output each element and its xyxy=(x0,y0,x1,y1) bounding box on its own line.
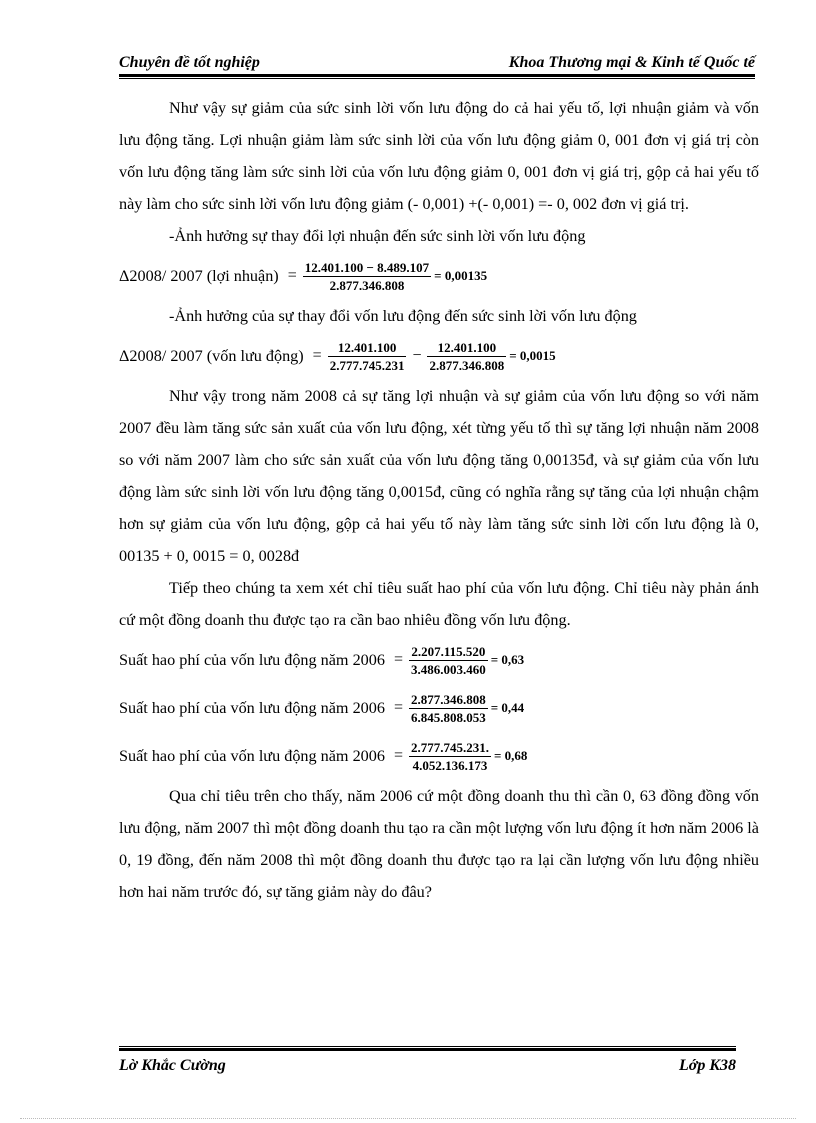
numerator: 12.401.100 xyxy=(437,339,497,355)
formula-label: Δ2008/ 2007 (lợi nhuận) xyxy=(119,266,279,285)
paragraph-6: Qua chỉ tiêu trên cho thấy, năm 2006 cứ một đồng doanh thu thì cần 0, 63 đồng đồng vốn lưu động, năm 2007 thì một đồng doanh thu tạo ra cần một lượng vốn lưu động ít hơn năm 2006 là 0, 19 đồng, đến năm 2008 thì một đồng doanh thu được tạo ra lại cần lượng vốn lưu động nhiều hơn hai năm trước đó, sự tăng giảm này do đâu? xyxy=(119,787,759,901)
denominator: 2.777.745.231 xyxy=(329,357,405,373)
fraction xyxy=(328,339,407,374)
ratio-result: = 0,68 xyxy=(493,748,528,763)
header-right-title: Khoa Thương mại & Kinh tế Quốc tế xyxy=(508,54,755,71)
formula-result: = 0,0015 xyxy=(509,348,556,363)
denominator: 2.877.346.808 xyxy=(329,277,405,293)
fraction xyxy=(409,691,488,726)
denominator: 6.845.808.053 xyxy=(410,709,486,725)
paragraph-5: Tiếp theo chúng ta xem xét chỉ tiêu suất hao phí của vốn lưu động. Chỉ tiêu này phản ánh cứ một đồng doanh thu được tạo ra cần bao nhiêu đồng vốn lưu động. xyxy=(119,579,759,629)
ratio-result: = 0,63 xyxy=(490,652,525,667)
page-footer xyxy=(119,1055,736,1077)
numerator: 12.401.100 xyxy=(337,339,397,355)
equals-sign: = xyxy=(393,747,403,764)
fraction xyxy=(303,259,431,294)
paragraph-3: -Ảnh hưởng của sự thay đổi vốn lưu động đến sức sinh lời vốn lưu động xyxy=(169,307,637,325)
formula-label: Δ2008/ 2007 (vốn lưu động) xyxy=(119,346,304,365)
ratio-formula xyxy=(119,684,759,732)
numerator: 12.401.100 − 8.489.107 xyxy=(304,259,430,275)
equals-sign: = xyxy=(312,347,322,364)
footer-rule xyxy=(119,1046,736,1051)
ratio-formula xyxy=(119,732,759,780)
formula-capital-effect xyxy=(119,332,759,380)
numerator: 2.777.745.231. xyxy=(410,739,489,755)
header-rule xyxy=(119,74,755,79)
fraction xyxy=(409,643,488,678)
denominator: 2.877.346.808 xyxy=(429,357,505,373)
footer-class: Lớp K38 xyxy=(678,1057,736,1074)
page-edge-divider xyxy=(20,1118,796,1119)
ratio-label: Suất hao phí của vốn lưu động năm 2006 xyxy=(119,650,385,669)
ratio-label: Suất hao phí của vốn lưu động năm 2006 xyxy=(119,746,385,765)
document-body xyxy=(119,92,759,908)
equals-sign: = xyxy=(393,699,403,716)
fraction xyxy=(427,339,506,374)
ratio-result: = 0,44 xyxy=(490,700,525,715)
ratio-formula xyxy=(119,636,759,684)
denominator: 3.486.003.460 xyxy=(410,661,486,677)
numerator: 2.207.115.520 xyxy=(411,643,486,659)
numerator: 2.877.346.808 xyxy=(410,691,486,707)
denominator: 4.052.136.173 xyxy=(412,757,488,773)
ratio-label: Suất hao phí của vốn lưu động năm 2006 xyxy=(119,698,385,717)
equals-sign: = xyxy=(287,267,297,284)
minus-sign: − xyxy=(412,347,422,364)
footer-author: Lờ Khắc Cường xyxy=(119,1057,226,1074)
equals-sign: = xyxy=(393,651,403,668)
formula-result: = 0,00135 xyxy=(434,268,488,283)
fraction xyxy=(409,739,491,774)
header-left-title: Chuyên đề tốt nghiệp xyxy=(119,54,260,71)
formula-profit-effect xyxy=(119,252,759,300)
paragraph-4: Như vậy trong năm 2008 cả sự tăng lợi nhuận và sự giảm của vốn lưu động so với năm 2007 đều làm tăng sức sản xuất của vốn lưu động, xét từng yếu tố thì sự tăng lợi nhuận năm 2008 so với năm 2007 làm cho sức sản xuất của vốn lưu động tăng 0,00135đ, và sự giảm của vốn lưu động làm sức sinh lời vốn lưu động tăng 0,0015đ, cũng có nghĩa rằng sự tăng của lợi nhuận chậm hơn sự giảm của vốn lưu động, gộp cả hai yếu tố này làm tăng sức sinh lời cốn lưu động là 0, 00135 + 0, 0015 = 0, 0028đ xyxy=(119,387,759,565)
page-header xyxy=(119,50,755,72)
paragraph-1: Như vậy sự giảm của sức sinh lời vốn lưu động do cả hai yếu tố, lợi nhuận giảm và vốn lưu động tăng. Lợi nhuận giảm làm sức sinh lời của vốn lưu động giảm 0, 001 đơn vị giá trị còn vốn lưu động tăng làm sức sinh lời của vốn lưu động giảm 0, 001 đơn vị giá trị, gộp cả hai yếu tố này làm cho sức sinh lời vốn lưu động giảm (- 0,001) +(- 0,001) =- 0, 002 đơn vị giá trị. xyxy=(119,99,759,213)
paragraph-2: -Ảnh hưởng sự thay đổi lợi nhuận đến sức sinh lời vốn lưu động xyxy=(169,227,586,245)
